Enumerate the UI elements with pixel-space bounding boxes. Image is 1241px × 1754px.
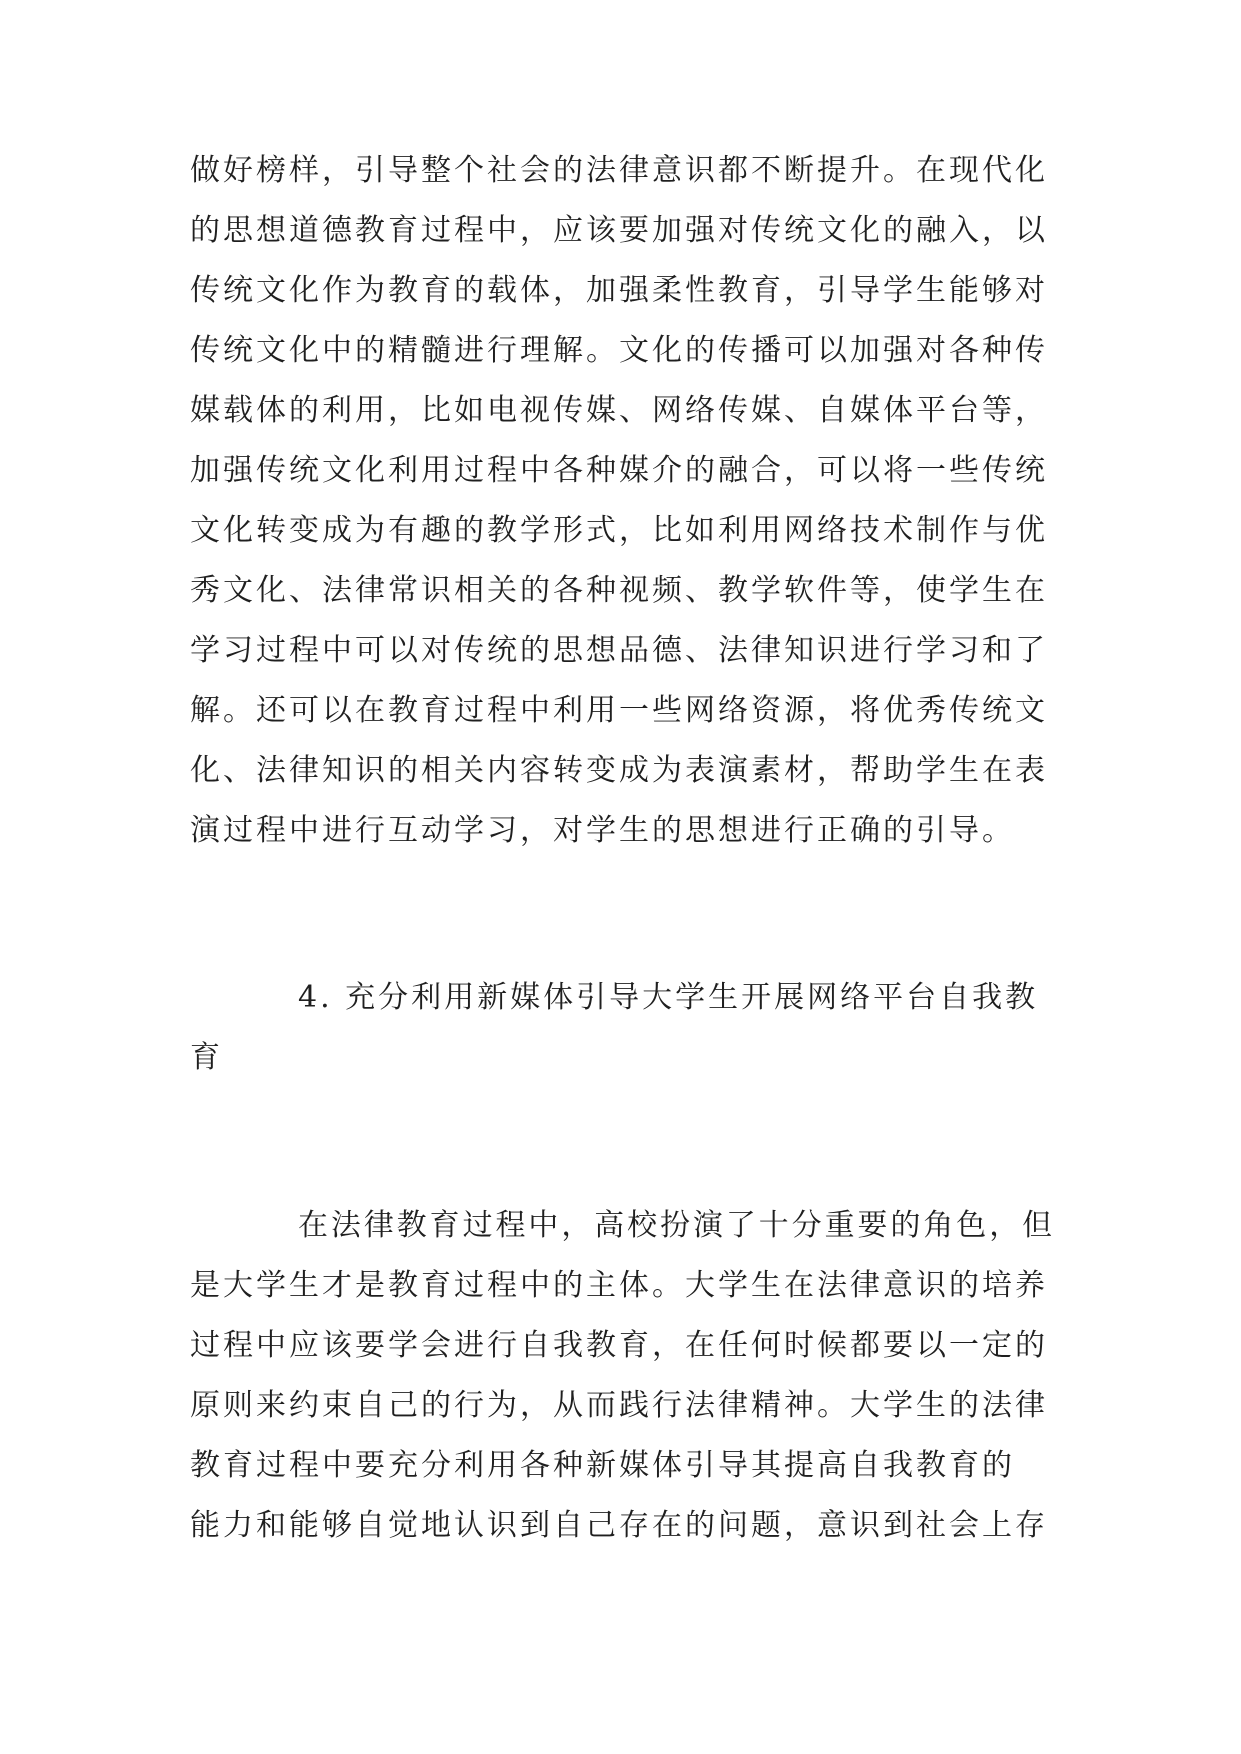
paragraph-2-line: 是大学生才是教育过程中的主体。大学生在法律意识的培养 bbox=[190, 1268, 1048, 1303]
paragraph-1-line: 秀文化、法律常识相关的各种视频、教学软件等，使学生在 bbox=[190, 573, 1048, 608]
section-heading: 4. 充分利用新媒体引导大学生开展网络平台自我教 bbox=[298, 980, 1039, 1015]
paragraph-1-line: 化、法律知识的相关内容转变成为表演素材，帮助学生在表 bbox=[190, 753, 1048, 788]
paragraph-1-line: 传统文化作为教育的载体，加强柔性教育，引导学生能够对 bbox=[190, 273, 1048, 308]
paragraph-1-line: 演过程中进行互动学习，对学生的思想进行正确的引导。 bbox=[190, 813, 1015, 848]
paragraph-1-line: 传统文化中的精髓进行理解。文化的传播可以加强对各种传 bbox=[190, 333, 1048, 368]
paragraph-2-line: 教育过程中要充分利用各种新媒体引导其提高自我教育的 bbox=[190, 1448, 1015, 1483]
paragraph-1-line: 解。还可以在教育过程中利用一些网络资源，将优秀传统文 bbox=[190, 693, 1048, 728]
paragraph-1-line: 学习过程中可以对传统的思想品德、法律知识进行学习和了 bbox=[190, 633, 1048, 668]
paragraph-1-line: 媒载体的利用，比如电视传媒、网络传媒、自媒体平台等， bbox=[190, 393, 1048, 428]
paragraph-1-line: 的思想道德教育过程中，应该要加强对传统文化的融入，以 bbox=[190, 213, 1048, 248]
paragraph-1-line: 加强传统文化利用过程中各种媒介的融合，可以将一些传统 bbox=[190, 453, 1048, 488]
paragraph-2-line: 在法律教育过程中，高校扮演了十分重要的角色，但 bbox=[298, 1208, 1056, 1243]
paragraph-2-line: 原则来约束自己的行为，从而践行法律精神。大学生的法律 bbox=[190, 1388, 1048, 1423]
section-heading-continuation: 育 bbox=[190, 1040, 223, 1075]
paragraph-2-line: 能力和能够自觉地认识到自己存在的问题，意识到社会上存 bbox=[190, 1508, 1048, 1543]
paragraph-2-line: 过程中应该要学会进行自我教育，在任何时候都要以一定的 bbox=[190, 1328, 1048, 1363]
paragraph-1-line: 做好榜样，引导整个社会的法律意识都不断提升。在现代化 bbox=[190, 153, 1048, 188]
paragraph-1-line: 文化转变成为有趣的教学形式，比如利用网络技术制作与优 bbox=[190, 513, 1048, 548]
